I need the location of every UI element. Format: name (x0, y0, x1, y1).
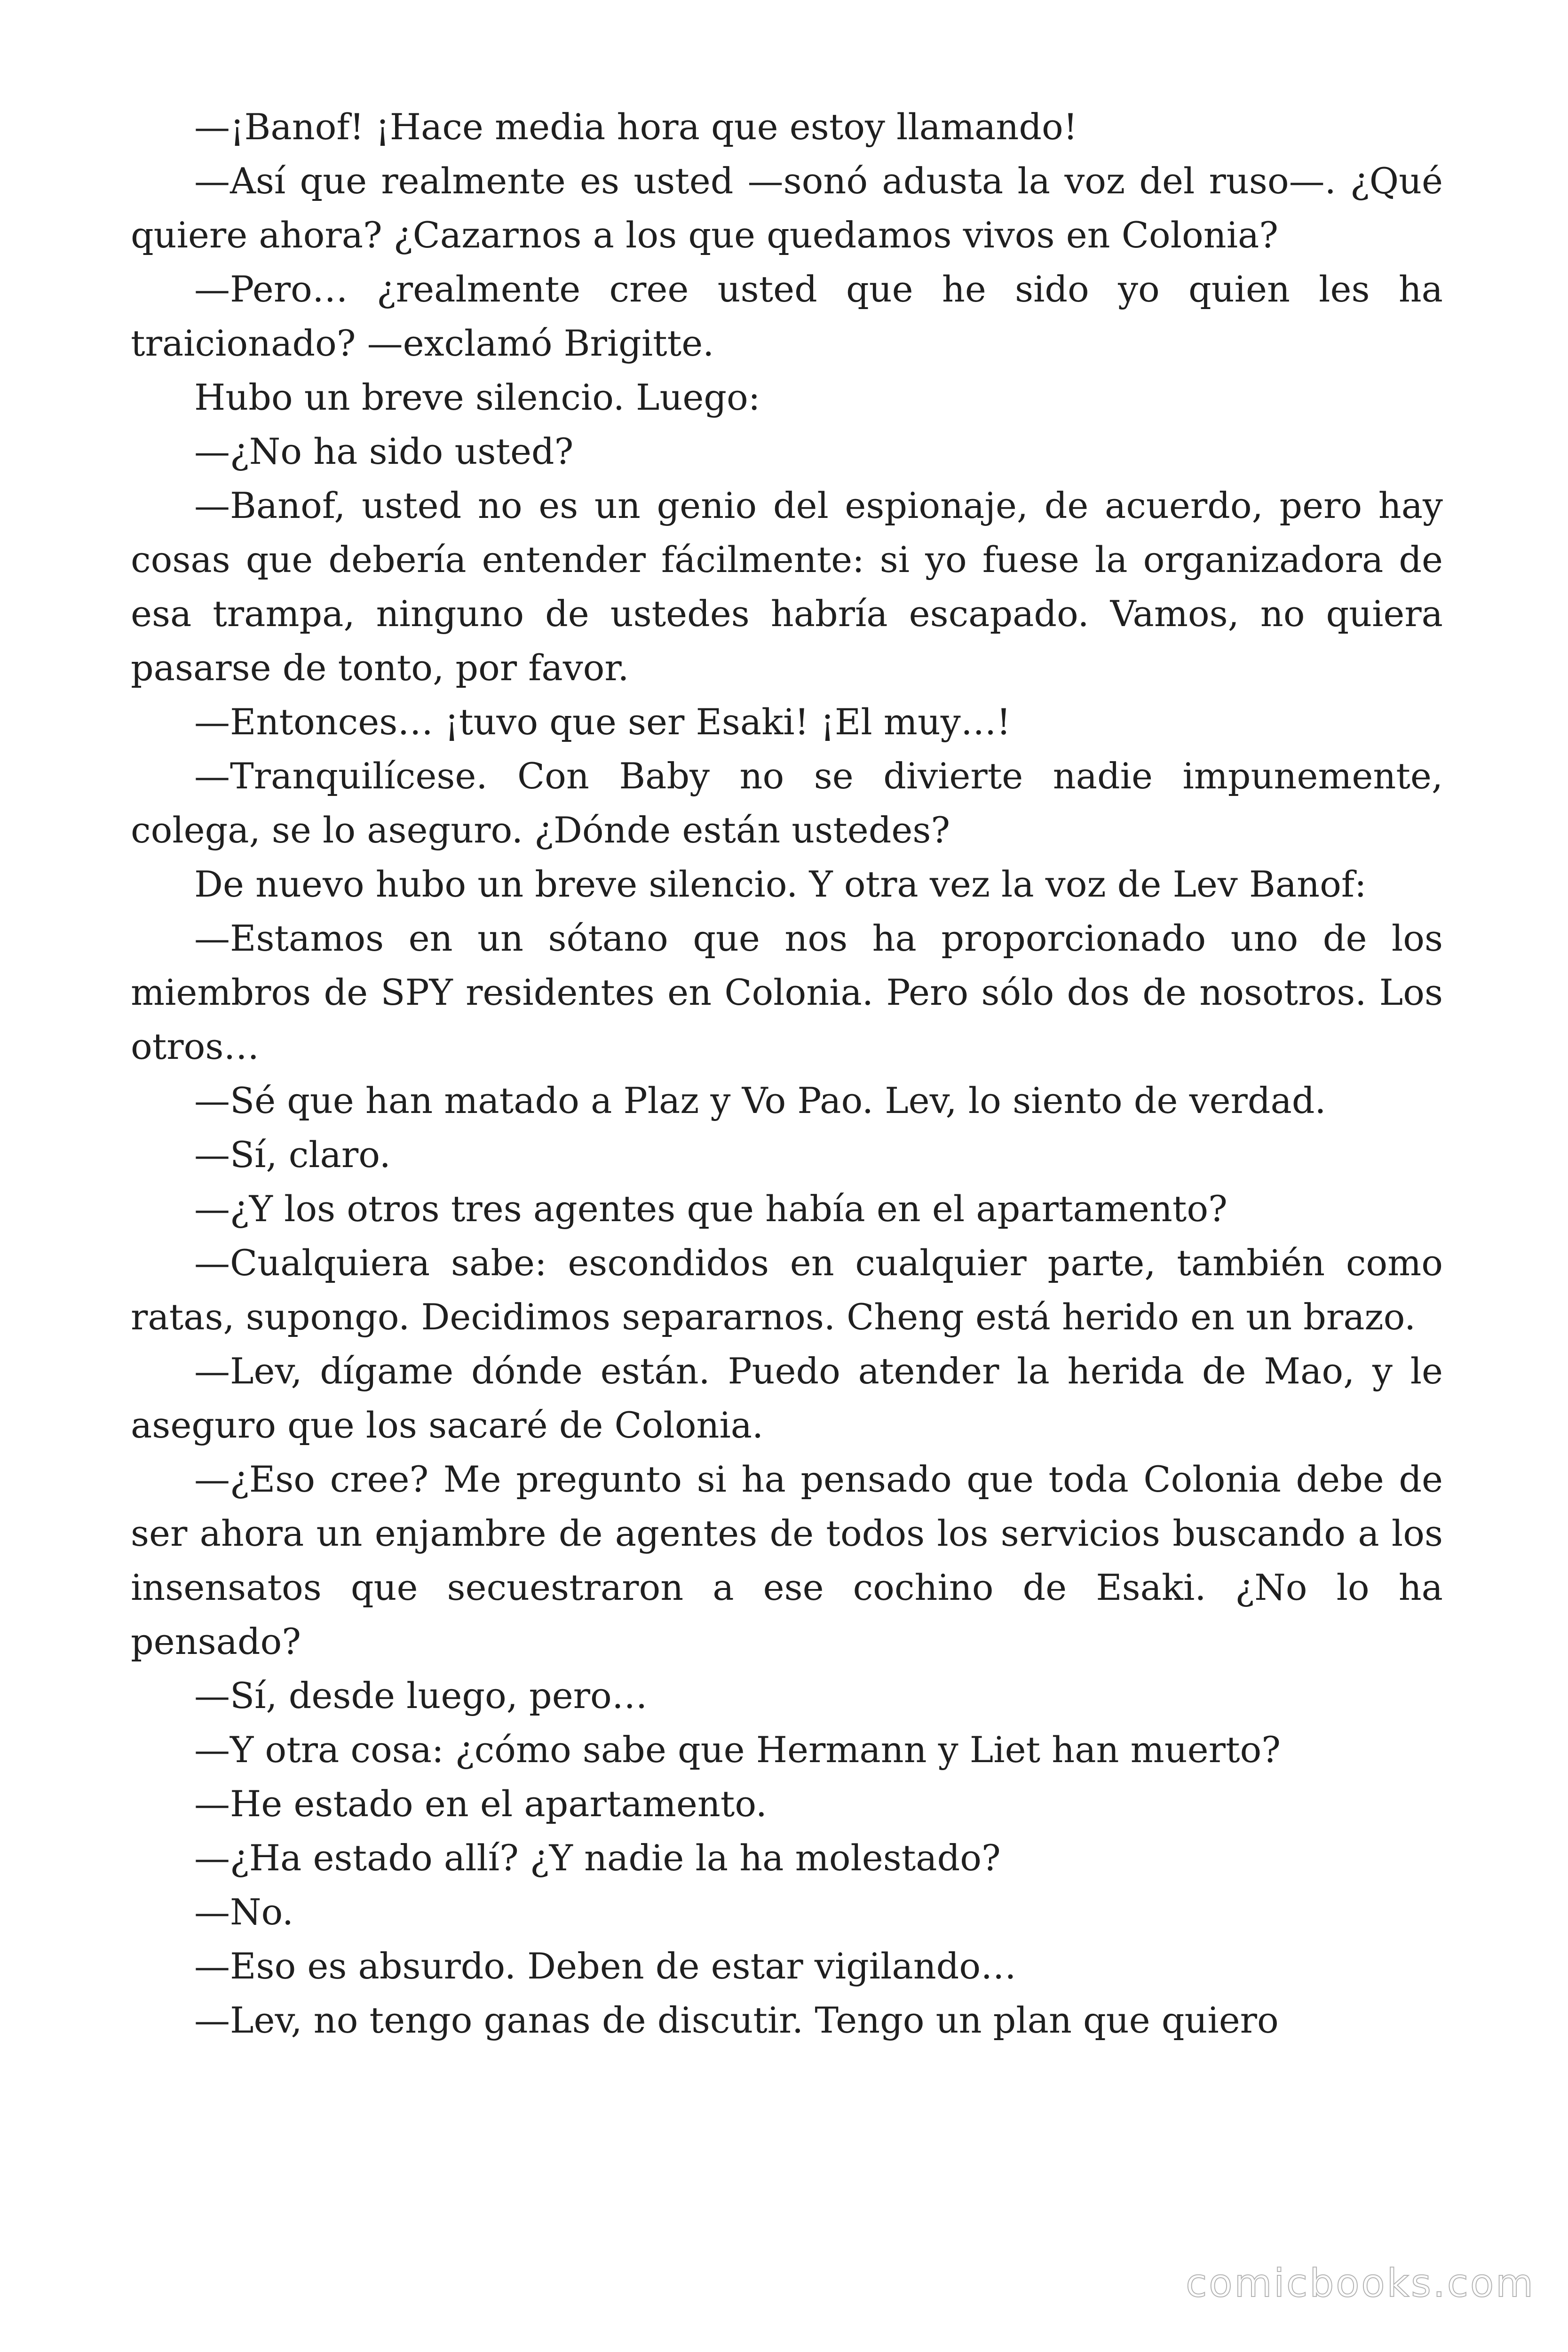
paragraph-17: —Sí, desde luego, pero… (194, 1675, 648, 1716)
paragraph-2: —Así que realmente es usted —sonó adusta la voz del ruso—. ¿Qué quiere ahora? ¿Cazarnos a los que quedamos vivos en Colonia? (131, 160, 1443, 256)
paragraph-4: Hubo un breve silencio. Luego: (194, 376, 760, 418)
paragraph-23: —Lev, no tengo ganas de discutir. Tengo un plan que quiero (194, 1999, 1279, 2041)
paragraph-8: —Tranquilícese. Con Baby no se divierte nadie impunemente, colega, se lo aseguro. ¿Dónde están ustedes? (131, 755, 1443, 851)
body-text (131, 100, 1443, 2047)
paragraph-9: De nuevo hubo un breve silencio. Y otra vez la voz de Lev Banof: (194, 863, 1367, 905)
paragraph-16: —¿Eso cree? Me pregunto si ha pensado que toda Colonia debe de ser ahora un enjambre de agentes de todos los servicios buscando a los insensatos que secuestraron a ese cochino de Esaki. ¿No lo ha pensado? (131, 1458, 1443, 1662)
paragraph-12: —Sí, claro. (194, 1134, 391, 1176)
paragraph-7: —Entonces… ¡tuvo que ser Esaki! ¡El muy…! (194, 701, 1011, 743)
paragraph-18: —Y otra cosa: ¿cómo sabe que Hermann y Liet han muerto? (194, 1729, 1281, 1771)
paragraph-19: —He estado en el apartamento. (194, 1783, 767, 1825)
paragraph-20: —¿Ha estado allí? ¿Y nadie la ha molestado? (194, 1837, 1001, 1879)
watermark: comicbooks.com (1186, 2261, 1535, 2306)
paragraph-6: —Banof, usted no es un genio del espionaje, de acuerdo, pero hay cosas que debería entender fácilmente: si yo fuese la organizadora de esa trampa, ninguno de ustedes habría escapado. Vamos, no quiera pasarse de tonto, por favor. (131, 485, 1443, 689)
paragraph-10: —Estamos en un sótano que nos ha proporcionado uno de los miembros de SPY residentes en Colonia. Pero sólo dos de nosotros. Los otros… (131, 917, 1443, 1067)
paragraph-13: —¿Y los otros tres agentes que había en el apartamento? (194, 1188, 1227, 1230)
paragraph-15: —Lev, dígame dónde están. Puedo atender la herida de Mao, y le aseguro que los sacaré de Colonia. (131, 1350, 1443, 1446)
paragraph-11: —Sé que han matado a Plaz y Vo Pao. Lev, lo siento de verdad. (194, 1080, 1326, 1121)
paragraph-3: —Pero… ¿realmente cree usted que he sido yo quien les ha traicionado? —exclamó Brigitte. (131, 268, 1443, 364)
paragraph-1: —¡Banof! ¡Hace media hora que estoy llamando! (194, 106, 1078, 148)
paragraph-14: —Cualquiera sabe: escondidos en cualquier parte, también como ratas, supongo. Decidimos separarnos. Cheng está herido en un brazo. (131, 1242, 1443, 1338)
paragraph-5: —¿No ha sido usted? (194, 430, 574, 472)
paragraph-22: —Eso es absurdo. Deben de estar vigilando… (194, 1945, 1017, 1987)
paragraph-21: —No. (194, 1891, 294, 1933)
